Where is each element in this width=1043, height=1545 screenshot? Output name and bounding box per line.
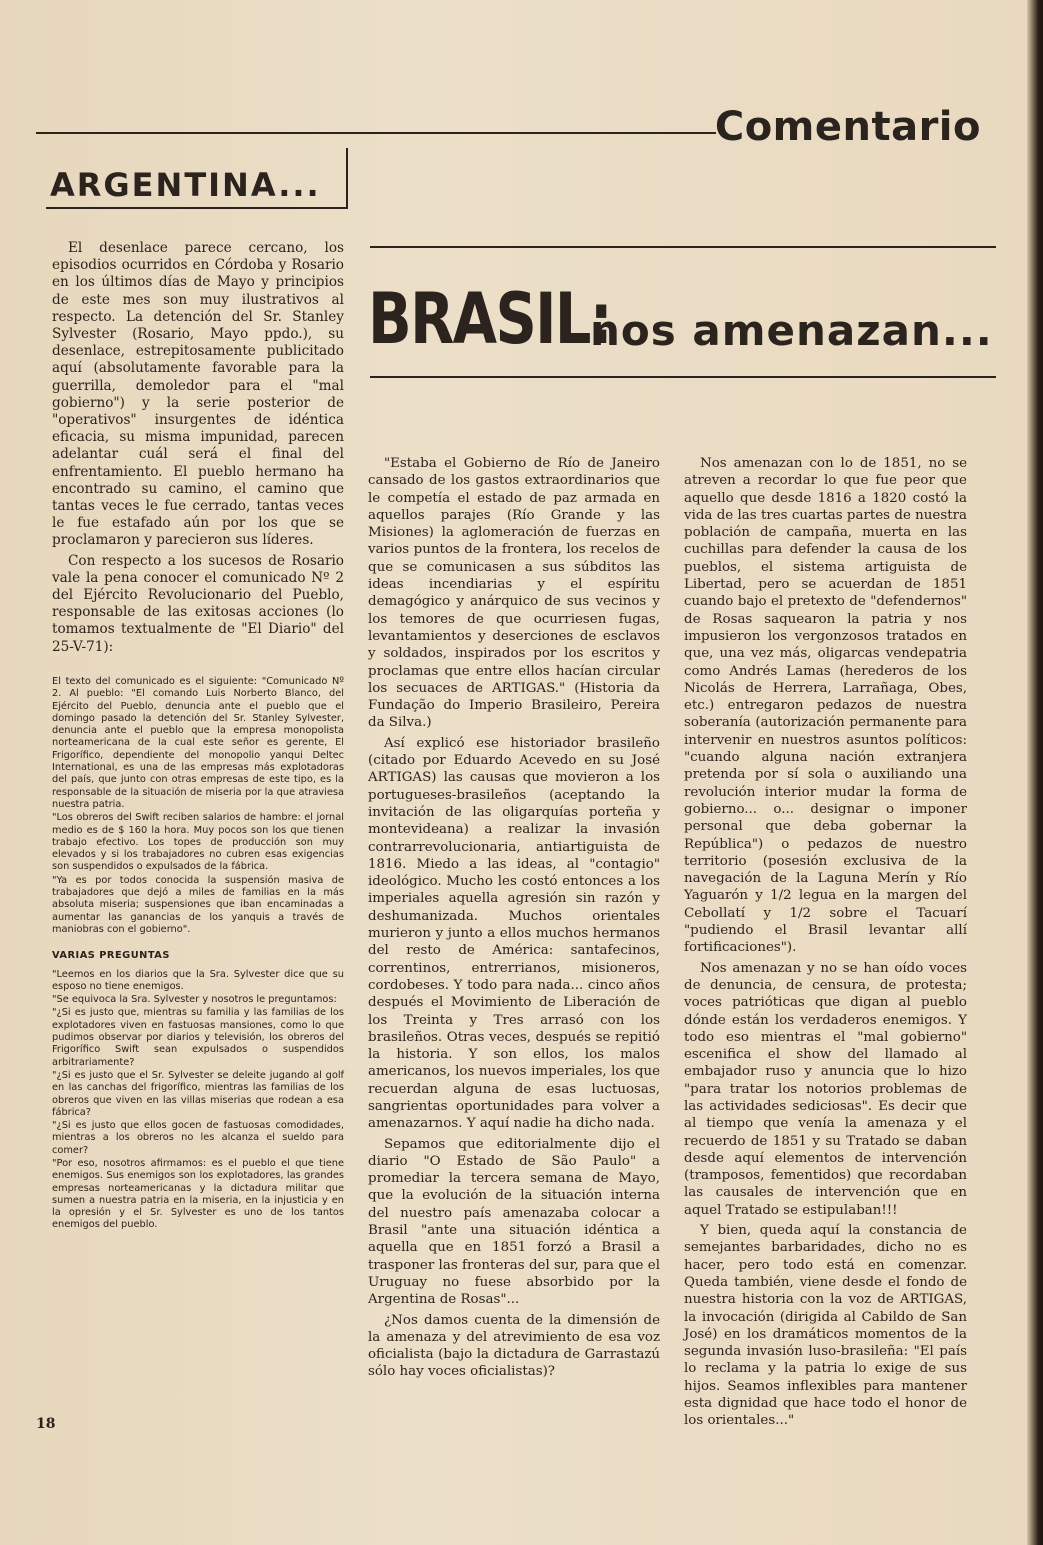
brasil-headline xyxy=(368,278,998,360)
column-paragraph: Nos amenazan con lo de 1851, no se atreven a recordar lo que fue peor que aquello que desde 1816 a 1820 costó la vida de las tres cuartas partes de nuestra población de campaña, muerta en las cuchillas para defender la causa de los pueblos, el sistema artiguista de Libertad, pero se acuerdan de 1851 cuando bajo el pretexto de "defendernos" de Rosas saquearon la patria y nos impusieron los vergonzosos tratados en que, una vez más, oligarcas vendepatria como Andrés Lamas (herederos de los Nicolás de Herrera, Larrañaga, Obes, etc.) entregaron pedazos de nuestra soberanía (autorización permanente para intervenir en nuestros asuntos políticos: "cuando alguna nación extranjera pretenda por sí sola o auxiliando una revolución interior mudar la forma de gobierno... o... designar o imponer personal que deba gobernar la República") o pedazos de nuestro territorio (posesión exclusiva de la navegación de la Laguna Merín y Río Yaguarón y 1/2 legua en la margen del Cebollatí y 1/2 sobre el Tacuarí "pudiendo el Brasil levantar allí fortificaciones"). xyxy=(684,456,967,956)
left-box-right-border xyxy=(346,148,348,208)
question-paragraph: "¿Si es justo que, mientras su familia y las familias de los explotadores viven en fastuosas mansiones, como lo que pudimos observar por diarios y televisión, los obreros del Frigorífico Swift sean expulsados o suspendidos arbitrariamente? xyxy=(52,1007,344,1068)
question-paragraph: "Se equivoca la Sra. Sylvester y nosotros le preguntamos: xyxy=(52,994,337,1006)
left-box-bottom-border xyxy=(46,207,348,209)
column-paragraph: Así explicó ese historiador brasileño (citado por Eduardo Acevedo en su José ARTIGAS) las causas que movieron a los portugueses-brasileños (aceptando la invitación de las oligarquías porteña y montevideana) a realizar la invasión contrarrevolucionaria, antiartiguista de 1816. Miedo a las ideas, al "contagio" ideológico. Mucho les costó entonces a los imperiales aquella agresión sin razón y deshumanizada. Muchos orientales murieron y junto a ellos muchos hermanos del resto de América: santafecinos, correntinos, entrerrianos, misioneros, cordobeses. Y todo para nada... cinco años después el Movimiento de Liberación de los Treinta y Tres arrasó con los brasileños. Otras veces, después se repitió la historia. Y son ellos, los malos americanos, los nuevos imperiales, los que recuerdan alguna de esas luctuosas, sangrientas oportunidades para volver a amenazarnos. Y aquí nadie ha dicho nada. xyxy=(368,735,660,1132)
section-label: Comentario xyxy=(714,104,981,150)
brasil-top-rule xyxy=(370,246,996,248)
brasil-title-main: BRASIL: xyxy=(368,278,612,360)
argentina-lead xyxy=(52,240,344,659)
lead-paragraph: Con respecto a los sucesos de Rosario vale la pena conocer el comunicado Nº 2 del Ejército Revolucionario del Pueblo, responsable de las exitosas acciones (lo tomamos textualmente de "El Diario" del 25-V-71): xyxy=(52,552,344,655)
column-paragraph: "Estaba el Gobierno de Río de Janeiro cansado de los gastos extraordinarios que le competía el estado de paz armada en aquellos parajes (Río Grande y las Misiones) la aglomeración de fuerzas en varios puntos de la frontera, los recelos de que se comunicasen a sus súbditos las ideas incendiarias y el espíritu demagógico y anárquico de sus vecinos y los temores de que ocurriesen fugas, levantamientos y deserciones de esclavos y soldados, inspirados por los escritos y proclamas que entre ellos hacían circular los secuaces de ARTIGAS." (Historia da Fundação do Imperio Brasileiro, Pereira da Silva.) xyxy=(368,456,660,731)
brasil-column-1 xyxy=(368,455,660,1384)
column-paragraph: Nos amenazan y no se han oído voces de denuncia, de censura, de protesta; voces patrióticas que digan al pueblo dónde están los verdaderos enemigos. Y todo eso mientras el "mal gobierno" escenifica el show del llamado al embajador ruso y anuncia que lo hizo "para tratar los notorios problemas de las actividades sediciosas". Es decir que al tiempo que venía la amenaza y el recuerdo de 1851 y su Tratado se daban desde aquí elementos de intervención (tramposos, fementidos) que recordaban las causales de intervención que en aquel Tratado se estipulaban!!! xyxy=(684,960,967,1218)
question-paragraph: "¿Si es justo que ellos gocen de fastuosas comodidades, mientras a los obreros no les alcanza el sueldo para comer? xyxy=(52,1120,344,1156)
column-paragraph: ¿Nos damos cuenta de la dimensión de la amenaza y del atrevimiento de esa voz oficialista (bajo la dictadura de Garrastazú sólo hay voces oficialistas)? xyxy=(368,1312,660,1380)
question-paragraph: "¿Si es justo que el Sr. Sylvester se deleite jugando al golf en las canchas del frigorífico, mientras las familias de los obreros que viven en las villas miserias que rodean a esa fábrica? xyxy=(52,1069,344,1118)
brasil-title-sub: nos amenazan... xyxy=(590,306,993,355)
quote-paragraph: "Los obreros del Swift reciben salarios de hambre: el jornal medio es de $ 160 la hora. Muy pocos son los que tienen trabajo efectivo. Los topes de producción son muy elevados y si los trabajadores no cubren esas exigencias son suspendidos o expulsados de la fábrica. xyxy=(52,812,344,873)
page-number: 18 xyxy=(36,1416,56,1432)
communique-section xyxy=(52,676,344,1233)
question-paragraph: "Por eso, nosotros afirmamos: es el pueblo el que tiene enemigos. Sus enemigos son los explotadores, las grandes empresas norteamericanas y la dictadura militar que sumen a nuestra patria en la miseria, en la injusticia y en la opresión y el Sr. Sylvester es uno de los tantos enemigos del pueblo. xyxy=(52,1157,344,1231)
subheading: VARIAS PREGUNTAS xyxy=(52,950,170,962)
question-paragraph: "Leemos en los diarios que la Sra. Sylvester dice que su esposo no tiene enemigos. xyxy=(52,968,344,992)
column-paragraph: Y bien, queda aquí la constancia de semejantes barbaridades, dicho no es hacer, pero todo está en comenzar. Queda también, viene desde el fondo de nuestra historia con la voz de ARTIGAS, la invocación (dirigida al Cabildo de San José) en los dramáticos momentos de la segunda invasión luso-brasileña: "El país lo reclama y la patria lo exige de sus hijos. Seamos inflexibles para mantener esta dignidad que hace todo el honor de los orientales..." xyxy=(684,1223,967,1429)
column-paragraph: Sepamos que editorialmente dijo el diario "O Estado de São Paulo" a promediar la tercera semana de Mayo, que la evolución de la situación interna del nuestro país amenazaba colocar a Brasil "ante una situación idéntica a aquella que en 1851 forzó a Brasil a trasponer las fronteras del sur, para que el Uruguay no fuese absorbido por la Argentina de Rosas"... xyxy=(368,1136,660,1308)
brasil-bottom-rule xyxy=(370,376,996,378)
quote-paragraph: "Ya es por todos conocida la suspensión masiva de trabajadores que dejó a miles de familias en la más absoluta miseria; suspensiones que iban encaminadas a aumentar las ganancias de los yanquis a través de maniobras con el gobierno". xyxy=(52,874,344,935)
lead-paragraph: El desenlace parece cercano, los episodios ocurridos en Córdoba y Rosario en los últimos días de Mayo y principios de este mes son muy ilustrativos al respecto. La detención del Sr. Stanley Sylvester (Rosario, Mayo ppdo.), su desenlace, estrepitosamente publicitado aquí (absolutamente favorable para la guerrilla, demoledor para el "mal gobierno") y la serie posterior de "operativos" insurgentes de idéntica eficacia, su misma impunidad, parecen adelantar cuál será el final del enfrentamiento. El pueblo hermano ha encontrado su camino, el camino que tantas veces le fue cerrado, tantas veces le fue estafado aún por los que se proclamaron y parecieron sus líderes. xyxy=(52,240,344,549)
argentina-title: ARGENTINA... xyxy=(50,166,321,204)
brasil-column-2 xyxy=(684,455,967,1433)
binding-edge xyxy=(1027,0,1043,1545)
header-rule xyxy=(36,132,716,134)
quote-paragraph: El texto del comunicado es el siguiente: "Comunicado Nº 2. Al pueblo: "El comando Luis Norberto Blanco, del Ejército del Pueblo, denuncia ante el pueblo que el domingo pasado la detención del Sr. Stanley Sylvester, denuncia ante el pueblo que la empresa monopolista norteamericana de la cual este señor es gerente, El Frigorífico, dependiente del monopolio yanqui Deltec International, es una de las empresas más explotadoras del país, que junto con otras empresas de este tipo, es la responsable de la situación de miseria por la que atraviesa nuestra patria. xyxy=(52,676,344,810)
